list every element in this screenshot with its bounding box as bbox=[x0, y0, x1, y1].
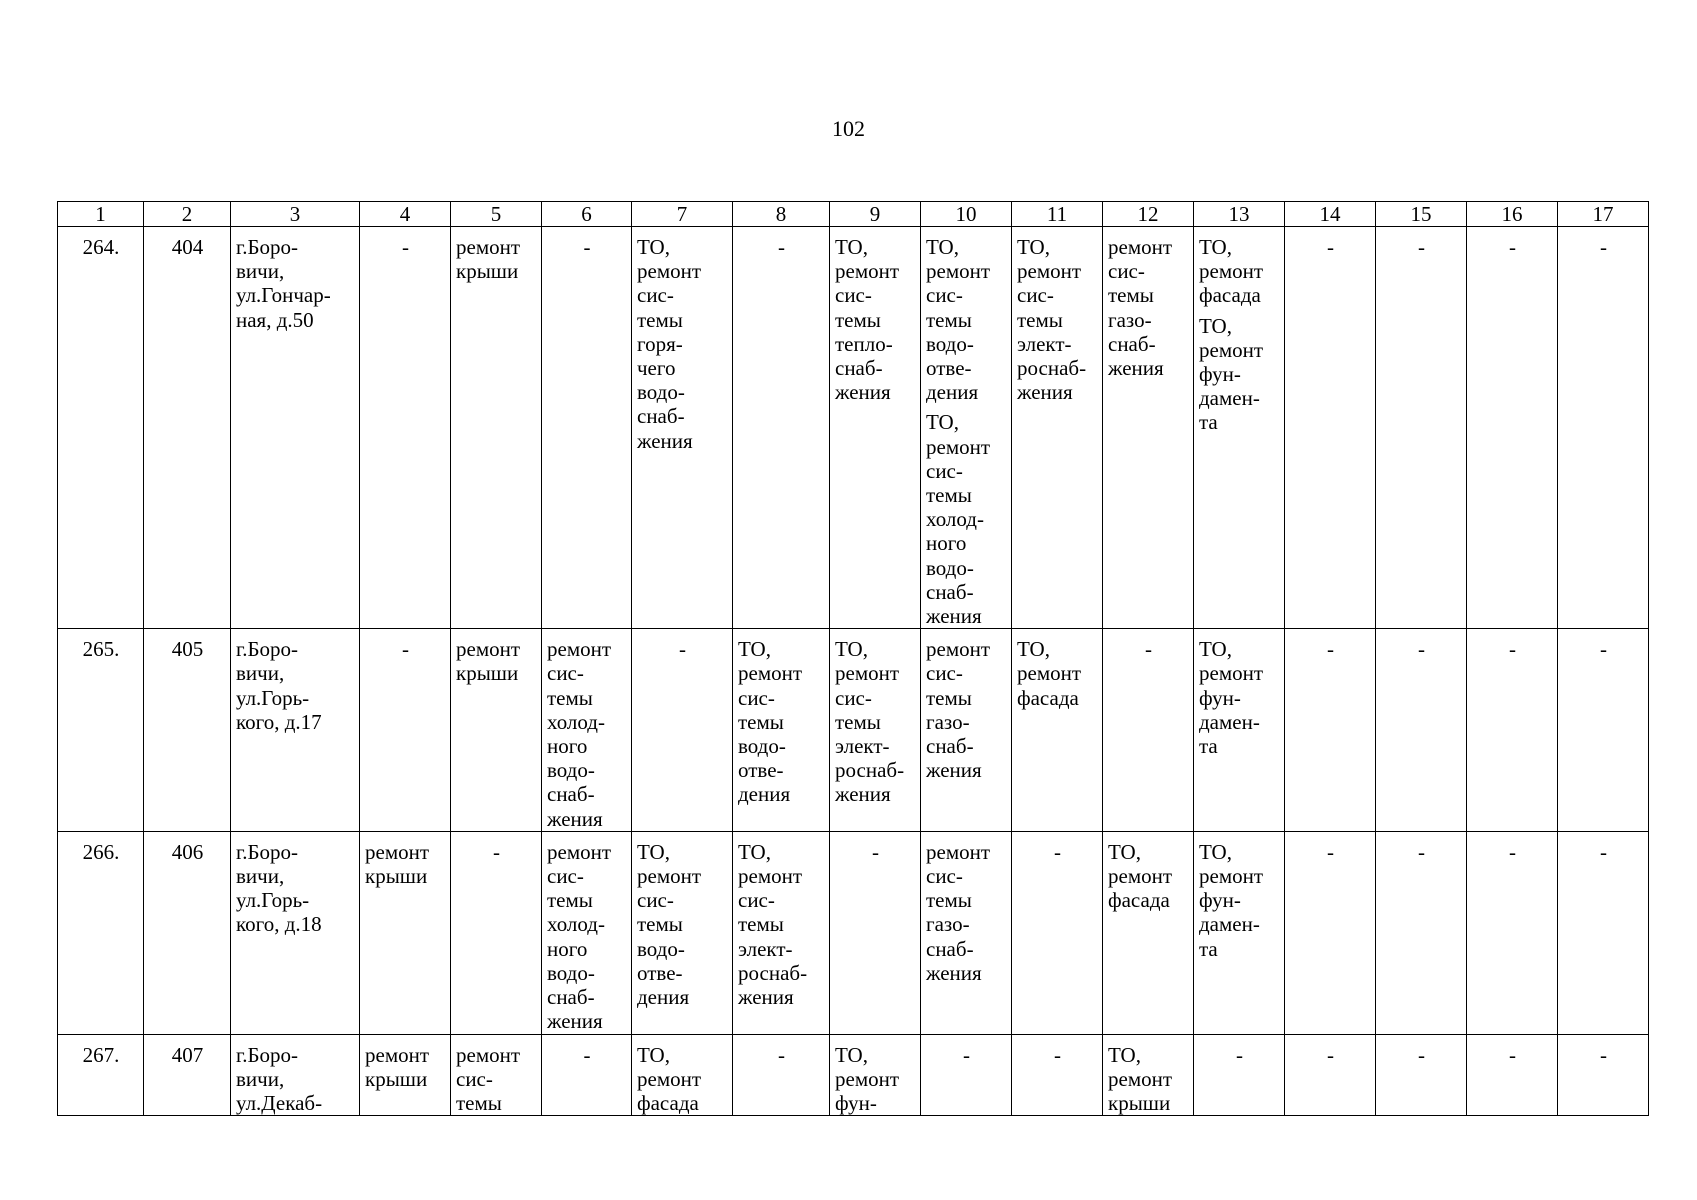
work-cell-col-11 bbox=[1012, 227, 1103, 629]
work-cell-col-6 bbox=[542, 831, 632, 1034]
column-header-11: 11 bbox=[1012, 202, 1103, 227]
work-line: ремонт bbox=[1108, 235, 1173, 259]
work-entry bbox=[365, 1043, 446, 1091]
work-cell-col-14: - bbox=[1285, 1034, 1376, 1116]
work-cell-col-16: - bbox=[1467, 227, 1558, 629]
work-line: темы bbox=[926, 483, 972, 508]
work-cell-col-8 bbox=[733, 629, 830, 832]
work-line: темы bbox=[835, 307, 881, 332]
work-line: дамен- bbox=[1199, 912, 1260, 937]
work-line: крыши bbox=[1108, 1090, 1171, 1115]
work-cell-col-13 bbox=[1194, 831, 1285, 1034]
work-line: фун- bbox=[1199, 362, 1241, 387]
work-entry bbox=[365, 840, 446, 888]
table-row bbox=[58, 227, 1649, 629]
work-entry bbox=[926, 410, 1007, 628]
work-line: водо- bbox=[637, 936, 685, 961]
work-cell-col-6: - bbox=[542, 227, 632, 629]
work-entry bbox=[637, 235, 728, 453]
work-entry bbox=[547, 637, 627, 831]
work-cell-col-7 bbox=[632, 227, 733, 629]
address-line: г.Боро- bbox=[236, 839, 299, 864]
work-line: ремонт bbox=[835, 661, 900, 686]
work-line: темы bbox=[738, 709, 784, 734]
work-cell-col-13 bbox=[1194, 629, 1285, 832]
work-cell-col-9 bbox=[830, 1034, 921, 1116]
work-line: жения bbox=[738, 985, 794, 1010]
work-cell-col-9 bbox=[830, 227, 921, 629]
work-line: ремонт bbox=[1017, 661, 1082, 686]
work-line: крыши bbox=[456, 259, 519, 284]
work-line: крыши bbox=[456, 661, 519, 686]
work-cell-col-17: - bbox=[1558, 227, 1649, 629]
work-cell-col-11 bbox=[1012, 629, 1103, 832]
work-line: холод- bbox=[547, 912, 605, 937]
table-row bbox=[58, 629, 1649, 832]
table-row bbox=[58, 831, 1649, 1034]
work-cell-col-16: - bbox=[1467, 1034, 1558, 1116]
work-line: ремонт bbox=[1199, 337, 1264, 362]
column-header-7: 7 bbox=[632, 202, 733, 227]
work-cell-col-12 bbox=[1103, 1034, 1194, 1116]
work-line: ТО, bbox=[637, 839, 670, 864]
address-line: кого, д.18 bbox=[236, 912, 322, 937]
row-number: 267. bbox=[58, 1034, 144, 1116]
address-line: г.Боро- bbox=[236, 637, 299, 662]
work-line: снаб- bbox=[637, 404, 685, 429]
row-code: 404 bbox=[144, 227, 231, 629]
work-cell-col-11: - bbox=[1012, 831, 1103, 1034]
work-line: темы bbox=[547, 888, 593, 913]
work-line: ного bbox=[547, 734, 588, 759]
work-line: ТО, bbox=[926, 235, 959, 259]
work-line: темы bbox=[835, 709, 881, 734]
work-line: жения bbox=[1017, 380, 1073, 405]
address-line: вичи, bbox=[236, 1066, 285, 1091]
work-line: снаб- bbox=[926, 936, 974, 961]
work-entry bbox=[1199, 235, 1280, 308]
work-entry bbox=[456, 1043, 537, 1116]
work-line: крыши bbox=[365, 864, 428, 889]
table-row bbox=[58, 1034, 1649, 1116]
work-line: ремонт bbox=[1108, 1066, 1173, 1091]
work-line: водо- bbox=[926, 555, 974, 580]
address-cell bbox=[231, 227, 360, 629]
work-line: фун- bbox=[835, 1090, 877, 1115]
work-line: ТО, bbox=[738, 637, 771, 662]
work-line: ТО, bbox=[637, 1042, 670, 1067]
work-line: темы bbox=[926, 888, 972, 913]
work-entry bbox=[835, 637, 916, 806]
work-cell-col-7 bbox=[632, 1034, 733, 1116]
work-entry bbox=[637, 840, 728, 1009]
work-line: ремонт bbox=[835, 1066, 900, 1091]
work-cell-col-5 bbox=[451, 629, 542, 832]
work-line: ремонт bbox=[547, 637, 612, 662]
work-line: водо- bbox=[547, 960, 595, 985]
address-line: вичи, bbox=[236, 259, 285, 284]
work-cell-col-17: - bbox=[1558, 831, 1649, 1034]
work-line: ремонт bbox=[456, 235, 521, 259]
work-cell-col-17: - bbox=[1558, 629, 1649, 832]
work-line: дамен- bbox=[1199, 709, 1260, 734]
work-line: газо- bbox=[926, 709, 970, 734]
work-line: снаб- bbox=[835, 356, 883, 381]
work-line: холод- bbox=[926, 507, 984, 532]
address-line: вичи, bbox=[236, 864, 285, 889]
work-line: чего bbox=[637, 356, 676, 381]
work-entry bbox=[1108, 840, 1189, 913]
work-cell-col-5 bbox=[451, 227, 542, 629]
column-header-4: 4 bbox=[360, 202, 451, 227]
work-line: ТО, bbox=[637, 235, 670, 259]
work-cell-col-4 bbox=[360, 1034, 451, 1116]
work-line: сис- bbox=[637, 283, 674, 308]
address-line: г.Боро- bbox=[236, 235, 299, 259]
work-entry bbox=[738, 637, 825, 806]
work-line: элект- bbox=[835, 734, 890, 759]
address-line: вичи, bbox=[236, 661, 285, 686]
column-header-9: 9 bbox=[830, 202, 921, 227]
work-line: сис- bbox=[926, 864, 963, 889]
work-cell-col-4: - bbox=[360, 629, 451, 832]
work-entry bbox=[456, 637, 537, 685]
work-line: ТО, bbox=[835, 637, 868, 662]
work-cell-col-10 bbox=[921, 831, 1012, 1034]
work-line: ремонт bbox=[456, 1042, 521, 1067]
work-line: жения bbox=[547, 1009, 603, 1034]
work-line: роснаб- bbox=[738, 960, 808, 985]
work-line: водо- bbox=[547, 758, 595, 783]
column-number-row bbox=[58, 202, 1649, 227]
work-line: жения bbox=[637, 428, 693, 453]
work-line: жения bbox=[835, 782, 891, 807]
row-number: 265. bbox=[58, 629, 144, 832]
column-header-13: 13 bbox=[1194, 202, 1285, 227]
work-line: сис- bbox=[1017, 283, 1054, 308]
row-code: 405 bbox=[144, 629, 231, 832]
work-line: дения bbox=[926, 380, 979, 405]
work-line: водо- bbox=[637, 380, 685, 405]
work-cell-col-8: - bbox=[733, 1034, 830, 1116]
work-line: сис- bbox=[926, 283, 963, 308]
address-cell bbox=[231, 831, 360, 1034]
work-cell-col-15: - bbox=[1376, 227, 1467, 629]
work-line: водо- bbox=[738, 734, 786, 759]
work-line: ТО, bbox=[1199, 235, 1232, 259]
column-header-5: 5 bbox=[451, 202, 542, 227]
work-line: ТО, bbox=[1108, 839, 1141, 864]
work-entry bbox=[835, 235, 916, 404]
work-line: фасада bbox=[637, 1090, 699, 1115]
work-cell-col-6 bbox=[542, 629, 632, 832]
address-cell bbox=[231, 629, 360, 832]
work-line: дамен- bbox=[1199, 386, 1260, 411]
work-line: сис- bbox=[835, 283, 872, 308]
work-line: ремонт bbox=[365, 839, 430, 864]
work-line: ремонт bbox=[926, 434, 991, 459]
work-line: сис- bbox=[835, 685, 872, 710]
work-line: та bbox=[1199, 936, 1218, 961]
work-cell-col-13: - bbox=[1194, 1034, 1285, 1116]
work-line: сис- bbox=[738, 685, 775, 710]
work-line: ТО, bbox=[835, 235, 868, 259]
work-entry bbox=[1199, 314, 1280, 435]
work-line: ремонт bbox=[456, 637, 521, 662]
address-line: ул.Гончар- bbox=[236, 283, 331, 308]
work-entry bbox=[637, 1043, 728, 1116]
work-entry bbox=[835, 1043, 916, 1116]
work-line: фун- bbox=[1199, 685, 1241, 710]
work-line: сис- bbox=[926, 458, 963, 483]
work-cell-col-16: - bbox=[1467, 629, 1558, 832]
work-line: ТО, bbox=[1199, 839, 1232, 864]
address-line: г.Боро- bbox=[236, 1042, 299, 1067]
work-line: фасада bbox=[1108, 888, 1170, 913]
column-header-8: 8 bbox=[733, 202, 830, 227]
work-line: темы bbox=[738, 912, 784, 937]
work-line: ТО, bbox=[738, 839, 771, 864]
work-cell-col-6: - bbox=[542, 1034, 632, 1116]
work-line: газо- bbox=[1108, 307, 1152, 332]
work-cell-col-15: - bbox=[1376, 831, 1467, 1034]
work-line: ТО, bbox=[1017, 235, 1050, 259]
work-cell-col-12 bbox=[1103, 227, 1194, 629]
work-cell-col-10 bbox=[921, 227, 1012, 629]
work-line: жения bbox=[926, 604, 982, 629]
work-entry bbox=[926, 235, 1007, 404]
work-cell-col-7: - bbox=[632, 629, 733, 832]
work-line: сис- bbox=[1108, 259, 1145, 284]
work-line: роснаб- bbox=[835, 758, 905, 783]
work-line: снаб- bbox=[1108, 331, 1156, 356]
page-number: 102 bbox=[832, 116, 865, 141]
work-cell-col-7 bbox=[632, 831, 733, 1034]
work-line: сис- bbox=[547, 661, 584, 686]
row-number: 266. bbox=[58, 831, 144, 1034]
column-header-12: 12 bbox=[1103, 202, 1194, 227]
work-line: ремонт bbox=[1108, 864, 1173, 889]
work-cell-col-11: - bbox=[1012, 1034, 1103, 1116]
work-line: жения bbox=[547, 806, 603, 831]
work-line: ремонт bbox=[637, 1066, 702, 1091]
work-line: крыши bbox=[365, 1066, 428, 1091]
work-line: ремонт bbox=[1199, 864, 1264, 889]
work-line: фасада bbox=[1017, 685, 1079, 710]
work-line: жения bbox=[1108, 356, 1164, 381]
work-line: темы bbox=[547, 685, 593, 710]
work-line: дения bbox=[738, 782, 791, 807]
work-entry bbox=[547, 840, 627, 1034]
work-entry bbox=[1017, 637, 1098, 710]
work-entry bbox=[456, 235, 537, 283]
work-line: ТО, bbox=[1108, 1042, 1141, 1067]
work-line: элект- bbox=[738, 936, 793, 961]
work-line: снаб- bbox=[926, 734, 974, 759]
column-header-2: 2 bbox=[144, 202, 231, 227]
work-line: ремонт bbox=[835, 259, 900, 284]
work-line: ремонт bbox=[1199, 259, 1264, 284]
work-line: ТО, bbox=[1199, 313, 1232, 338]
work-entry bbox=[926, 840, 1007, 985]
work-line: та bbox=[1199, 734, 1218, 759]
work-line: темы bbox=[1108, 283, 1154, 308]
work-line: сис- bbox=[926, 661, 963, 686]
work-cell-col-17: - bbox=[1558, 1034, 1649, 1116]
work-line: ремонт bbox=[365, 1042, 430, 1067]
work-line: ного bbox=[926, 531, 967, 556]
work-line: темы bbox=[926, 685, 972, 710]
work-line: ремонт bbox=[1199, 661, 1264, 686]
address-line: ная, д.50 bbox=[236, 307, 314, 332]
work-cell-col-9 bbox=[830, 629, 921, 832]
work-entry bbox=[1108, 235, 1189, 380]
work-line: сис- bbox=[547, 864, 584, 889]
work-line: снаб- bbox=[547, 985, 595, 1010]
work-line: жения bbox=[835, 380, 891, 405]
work-line: газо- bbox=[926, 912, 970, 937]
work-line: горя- bbox=[637, 331, 683, 356]
row-code: 407 bbox=[144, 1034, 231, 1116]
column-header-14: 14 bbox=[1285, 202, 1376, 227]
work-cell-col-4: - bbox=[360, 227, 451, 629]
work-line: снаб- bbox=[547, 782, 595, 807]
work-line: жения bbox=[926, 960, 982, 985]
work-entry bbox=[1108, 1043, 1189, 1116]
work-line: отве- bbox=[637, 960, 683, 985]
work-line: сис- bbox=[637, 888, 674, 913]
work-cell-col-12 bbox=[1103, 831, 1194, 1034]
work-line: ремонт bbox=[1017, 259, 1082, 284]
work-line: элект- bbox=[1017, 331, 1072, 356]
work-cell-col-9: - bbox=[830, 831, 921, 1034]
work-line: отве- bbox=[926, 356, 972, 381]
work-entry bbox=[1199, 840, 1280, 961]
work-cell-col-16: - bbox=[1467, 831, 1558, 1034]
work-line: ремонт bbox=[926, 637, 991, 662]
work-line: ремонт bbox=[637, 259, 702, 284]
work-cell-col-5 bbox=[451, 1034, 542, 1116]
column-header-1: 1 bbox=[58, 202, 144, 227]
work-line: ремонт bbox=[547, 839, 612, 864]
work-cell-col-5: - bbox=[451, 831, 542, 1034]
work-line: холод- bbox=[547, 709, 605, 734]
work-line: сис- bbox=[456, 1066, 493, 1091]
work-line: фун- bbox=[1199, 888, 1241, 913]
work-cell-col-14: - bbox=[1285, 831, 1376, 1034]
work-line: ТО, bbox=[835, 1042, 868, 1067]
work-entry bbox=[1199, 637, 1280, 758]
work-line: ТО, bbox=[926, 410, 959, 435]
work-cell-col-8 bbox=[733, 831, 830, 1034]
work-cell-col-12: - bbox=[1103, 629, 1194, 832]
work-line: та bbox=[1199, 410, 1218, 435]
work-line: сис- bbox=[738, 888, 775, 913]
work-line: ремонт bbox=[926, 839, 991, 864]
work-line: темы bbox=[1017, 307, 1063, 332]
column-header-17: 17 bbox=[1558, 202, 1649, 227]
work-cell-col-4 bbox=[360, 831, 451, 1034]
work-line: ного bbox=[547, 936, 588, 961]
work-line: ремонт bbox=[926, 259, 991, 284]
work-line: ТО, bbox=[1017, 637, 1050, 662]
work-line: ремонт bbox=[738, 864, 803, 889]
work-entry bbox=[738, 840, 825, 1009]
work-line: темы bbox=[637, 912, 683, 937]
work-line: отве- bbox=[738, 758, 784, 783]
work-cell-col-15: - bbox=[1376, 629, 1467, 832]
repair-schedule-table bbox=[57, 201, 1649, 1116]
work-entry bbox=[926, 637, 1007, 782]
work-line: ремонт bbox=[738, 661, 803, 686]
work-cell-col-13 bbox=[1194, 227, 1285, 629]
work-line: ТО, bbox=[1199, 637, 1232, 662]
address-line: ул.Декаб- bbox=[236, 1090, 323, 1115]
address-line: кого, д.17 bbox=[236, 709, 322, 734]
work-line: водо- bbox=[926, 331, 974, 356]
column-header-16: 16 bbox=[1467, 202, 1558, 227]
work-line: фасада bbox=[1199, 283, 1261, 308]
address-cell bbox=[231, 1034, 360, 1116]
work-cell-col-14: - bbox=[1285, 629, 1376, 832]
column-header-6: 6 bbox=[542, 202, 632, 227]
work-line: жения bbox=[926, 758, 982, 783]
address-line: ул.Горь- bbox=[236, 888, 310, 913]
work-cell-col-10 bbox=[921, 629, 1012, 832]
work-cell-col-8: - bbox=[733, 227, 830, 629]
row-code: 406 bbox=[144, 831, 231, 1034]
work-line: темы bbox=[456, 1090, 502, 1115]
column-header-3: 3 bbox=[231, 202, 360, 227]
work-line: темы bbox=[926, 307, 972, 332]
work-line: дения bbox=[637, 985, 690, 1010]
work-cell-col-15: - bbox=[1376, 1034, 1467, 1116]
work-line: снаб- bbox=[926, 579, 974, 604]
work-line: ремонт bbox=[637, 864, 702, 889]
address-line: ул.Горь- bbox=[236, 685, 310, 710]
work-cell-col-10: - bbox=[921, 1034, 1012, 1116]
work-entry bbox=[1017, 235, 1098, 404]
column-header-10: 10 bbox=[921, 202, 1012, 227]
row-number: 264. bbox=[58, 227, 144, 629]
work-line: тепло- bbox=[835, 331, 893, 356]
work-line: темы bbox=[637, 307, 683, 332]
work-cell-col-14: - bbox=[1285, 227, 1376, 629]
column-header-15: 15 bbox=[1376, 202, 1467, 227]
work-line: роснаб- bbox=[1017, 356, 1087, 381]
